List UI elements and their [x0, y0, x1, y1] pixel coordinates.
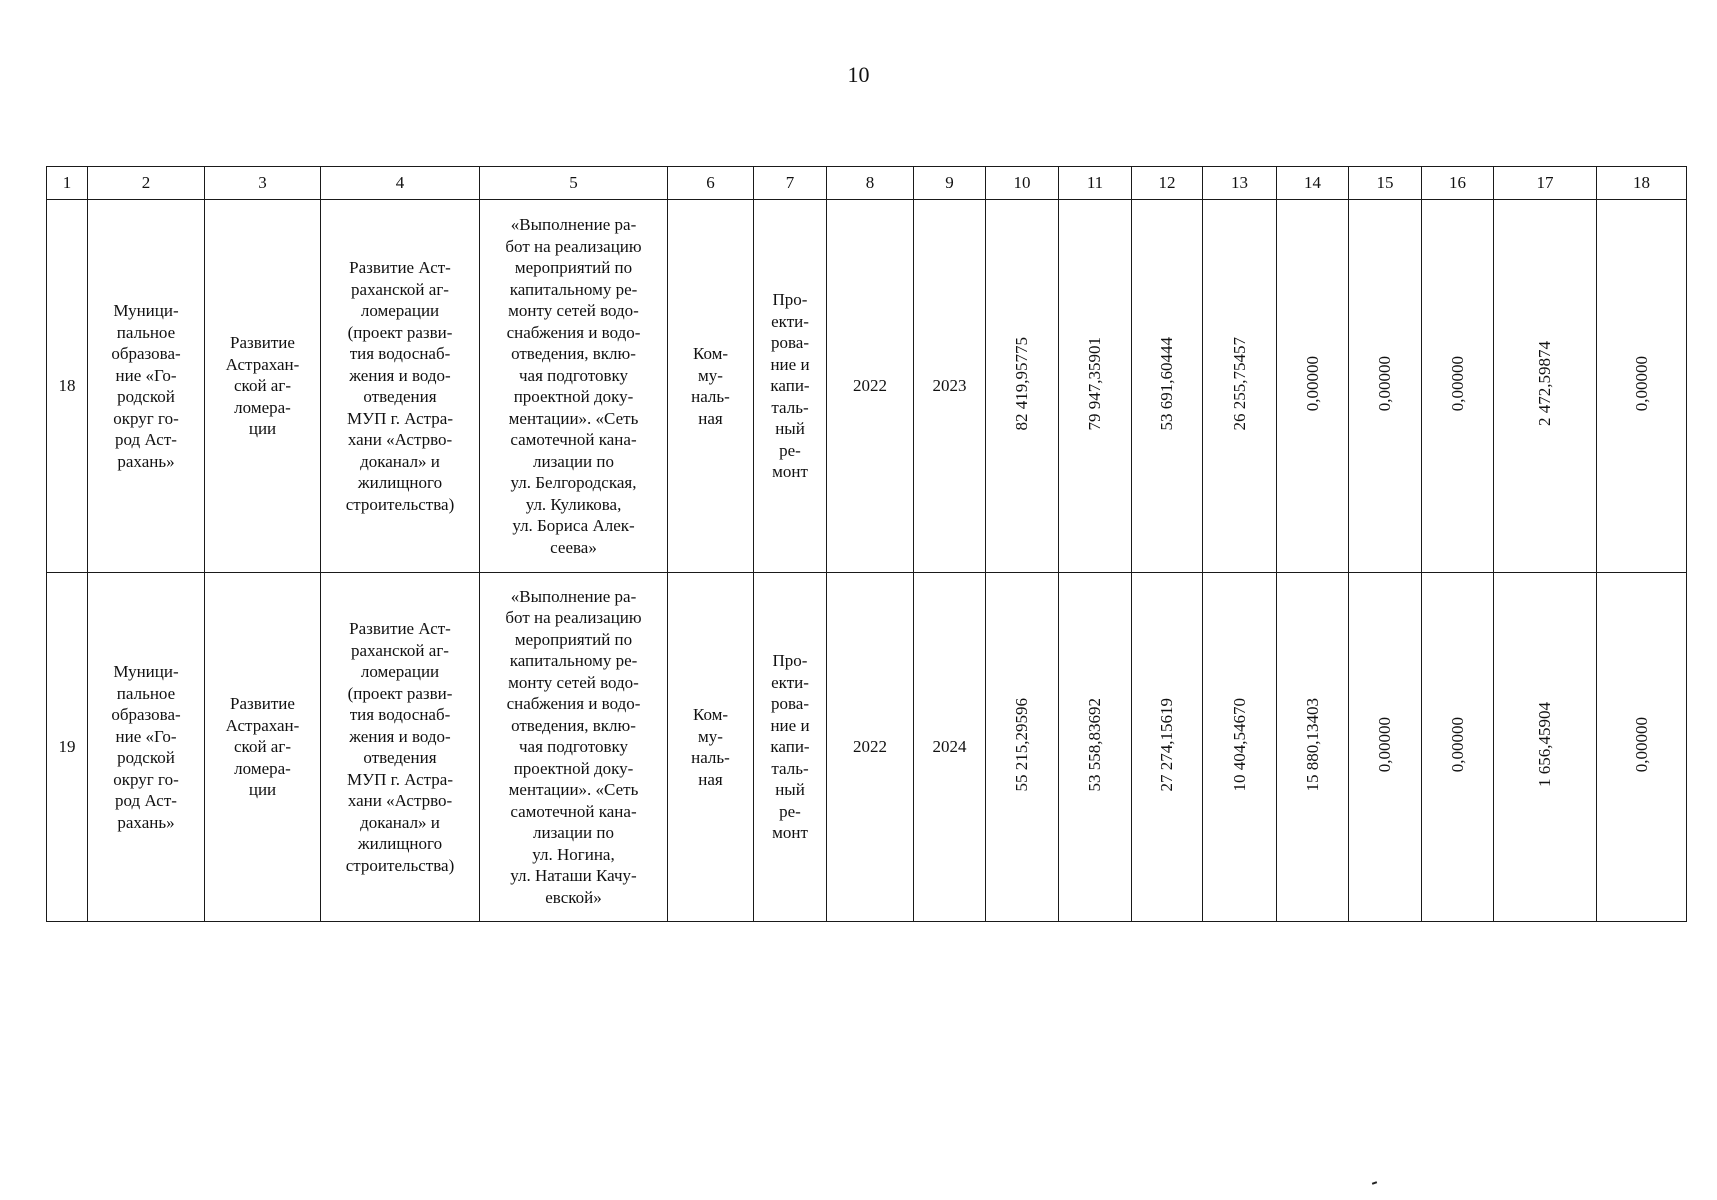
amount-cell — [1203, 200, 1277, 573]
direction-text: Развитие Астрахан- ской аг- ломера- ции — [225, 694, 300, 800]
amount-value: 15 880,13403 — [1302, 697, 1322, 791]
column-header: 15 — [1349, 167, 1422, 200]
column-header: 18 — [1597, 167, 1687, 200]
program-cell — [321, 573, 480, 922]
start-year-cell — [827, 200, 914, 573]
table-row — [47, 573, 1687, 922]
sphere-cell — [668, 573, 754, 922]
sphere-text: Ком- му- наль- ная — [691, 344, 730, 428]
column-header: 4 — [321, 167, 480, 200]
amount-value: 55 215,29596 — [1012, 697, 1032, 791]
project-text: «Выполнение ра- бот на реализацию мероприятий по капитальному ре- монту сетей водо- снабжения и водо- отведения, вклю- чая подготовку проектной доку- ментации». «Сеть самотечной кана- лизации по ул. Белгородская, ул. Куликова, ул. Бориса Алек- сеева» — [505, 215, 642, 557]
amount-cell — [1132, 200, 1203, 573]
municipality-text: Муници- пальное образова- ние «Го- родской округ го- род Аст- рахань» — [111, 662, 181, 832]
amount-cell — [1277, 573, 1349, 922]
column-header: 5 — [480, 167, 668, 200]
amount-value: 2 472,59874 — [1535, 340, 1555, 426]
end-year: 2024 — [932, 737, 967, 757]
direction-cell — [205, 573, 321, 922]
amount-value: 26 255,75457 — [1229, 336, 1249, 430]
row-number-cell — [47, 200, 88, 573]
data-table — [46, 166, 1687, 922]
amount-value: 1 656,45904 — [1535, 701, 1555, 787]
amount-cell — [1422, 200, 1494, 573]
amount-cell — [1277, 200, 1349, 573]
amount-cell — [1494, 573, 1597, 922]
column-header: 3 — [205, 167, 321, 200]
amount-value: 0,00000 — [1375, 355, 1395, 411]
amount-value: 0,00000 — [1375, 716, 1395, 772]
column-header: 11 — [1059, 167, 1132, 200]
row-number-cell — [47, 573, 88, 922]
amount-value: 0,00000 — [1631, 355, 1651, 411]
project-cell — [480, 200, 668, 573]
amount-cell — [1349, 200, 1422, 573]
amount-cell — [986, 573, 1059, 922]
amount-value: 0,00000 — [1631, 716, 1651, 772]
municipality-cell — [88, 200, 205, 573]
column-header: 16 — [1422, 167, 1494, 200]
column-header: 7 — [754, 167, 827, 200]
amount-cell — [1597, 573, 1687, 922]
work-type-text: Про- екти- рова- ние и капи- таль- ный ре- монт — [770, 290, 810, 482]
column-header: 13 — [1203, 167, 1277, 200]
end-year-cell — [914, 573, 986, 922]
work-type-cell — [754, 573, 827, 922]
start-year: 2022 — [853, 737, 887, 757]
direction-text: Развитие Астрахан- ской аг- ломера- ции — [225, 333, 300, 439]
project-text: «Выполнение ра- бот на реализацию мероприятий по капитальному ре- монту сетей водо- снабжения и водо- отведения, вклю- чая подготовку проектной доку- ментации». «Сеть самотечной кана- лизации по ул. Ногина, ул. Наташи Качу- евской» — [505, 586, 642, 907]
amount-value: 0,00000 — [1302, 355, 1322, 411]
column-header: 17 — [1494, 167, 1597, 200]
amount-value: 27 274,15619 — [1157, 697, 1177, 791]
amount-cell — [1132, 573, 1203, 922]
amount-value: 53 691,60444 — [1157, 336, 1177, 430]
column-header: 9 — [914, 167, 986, 200]
amount-value: 0,00000 — [1447, 355, 1467, 411]
amount-cell — [1203, 573, 1277, 922]
work-type-text: Про- екти- рова- ние и капи- таль- ный ре- монт — [770, 651, 810, 843]
amount-cell — [1494, 200, 1597, 573]
row-number: 19 — [58, 737, 76, 757]
row-number: 18 — [58, 376, 76, 396]
program-text: Развитие Аст- раханской аг- ломерации (проект разви- тия водоснаб- жения и водо- отведения МУП г. Астра- хани «Астрво- доканал» и жилищного строительства) — [345, 619, 455, 875]
column-header: 1 — [47, 167, 88, 200]
column-header: 2 — [88, 167, 205, 200]
start-year-cell — [827, 573, 914, 922]
program-text: Развитие Аст- раханской аг- ломерации (проект разви- тия водоснаб- жения и водо- отведения МУП г. Астра- хани «Астрво- доканал» и жилищного строительства) — [345, 258, 455, 514]
sphere-text: Ком- му- наль- ная — [691, 705, 730, 789]
municipality-text: Муници- пальное образова- ние «Го- родской округ го- род Аст- рахань» — [111, 301, 181, 471]
direction-cell — [205, 200, 321, 573]
amount-cell — [1059, 573, 1132, 922]
amount-value: 82 419,95775 — [1012, 336, 1032, 430]
amount-cell — [1059, 200, 1132, 573]
project-cell — [480, 573, 668, 922]
column-header: 10 — [986, 167, 1059, 200]
scan-speck — [1372, 1181, 1377, 1185]
sphere-cell — [668, 200, 754, 573]
amount-cell — [1597, 200, 1687, 573]
column-header: 6 — [668, 167, 754, 200]
column-header: 12 — [1132, 167, 1203, 200]
amount-cell — [1422, 573, 1494, 922]
amount-cell — [1349, 573, 1422, 922]
amount-value: 10 404,54670 — [1229, 697, 1249, 791]
municipality-cell — [88, 573, 205, 922]
program-cell — [321, 200, 480, 573]
header-row — [47, 167, 1687, 200]
page-number: 10 — [847, 62, 870, 87]
table-row — [47, 200, 1687, 573]
work-type-cell — [754, 200, 827, 573]
end-year: 2023 — [932, 376, 967, 396]
start-year: 2022 — [853, 376, 887, 396]
column-header: 14 — [1277, 167, 1349, 200]
column-header: 8 — [827, 167, 914, 200]
amount-value: 53 558,83692 — [1085, 697, 1105, 791]
amount-value: 79 947,35901 — [1085, 336, 1105, 430]
end-year-cell — [914, 200, 986, 573]
amount-value: 0,00000 — [1447, 716, 1467, 772]
amount-cell — [986, 200, 1059, 573]
